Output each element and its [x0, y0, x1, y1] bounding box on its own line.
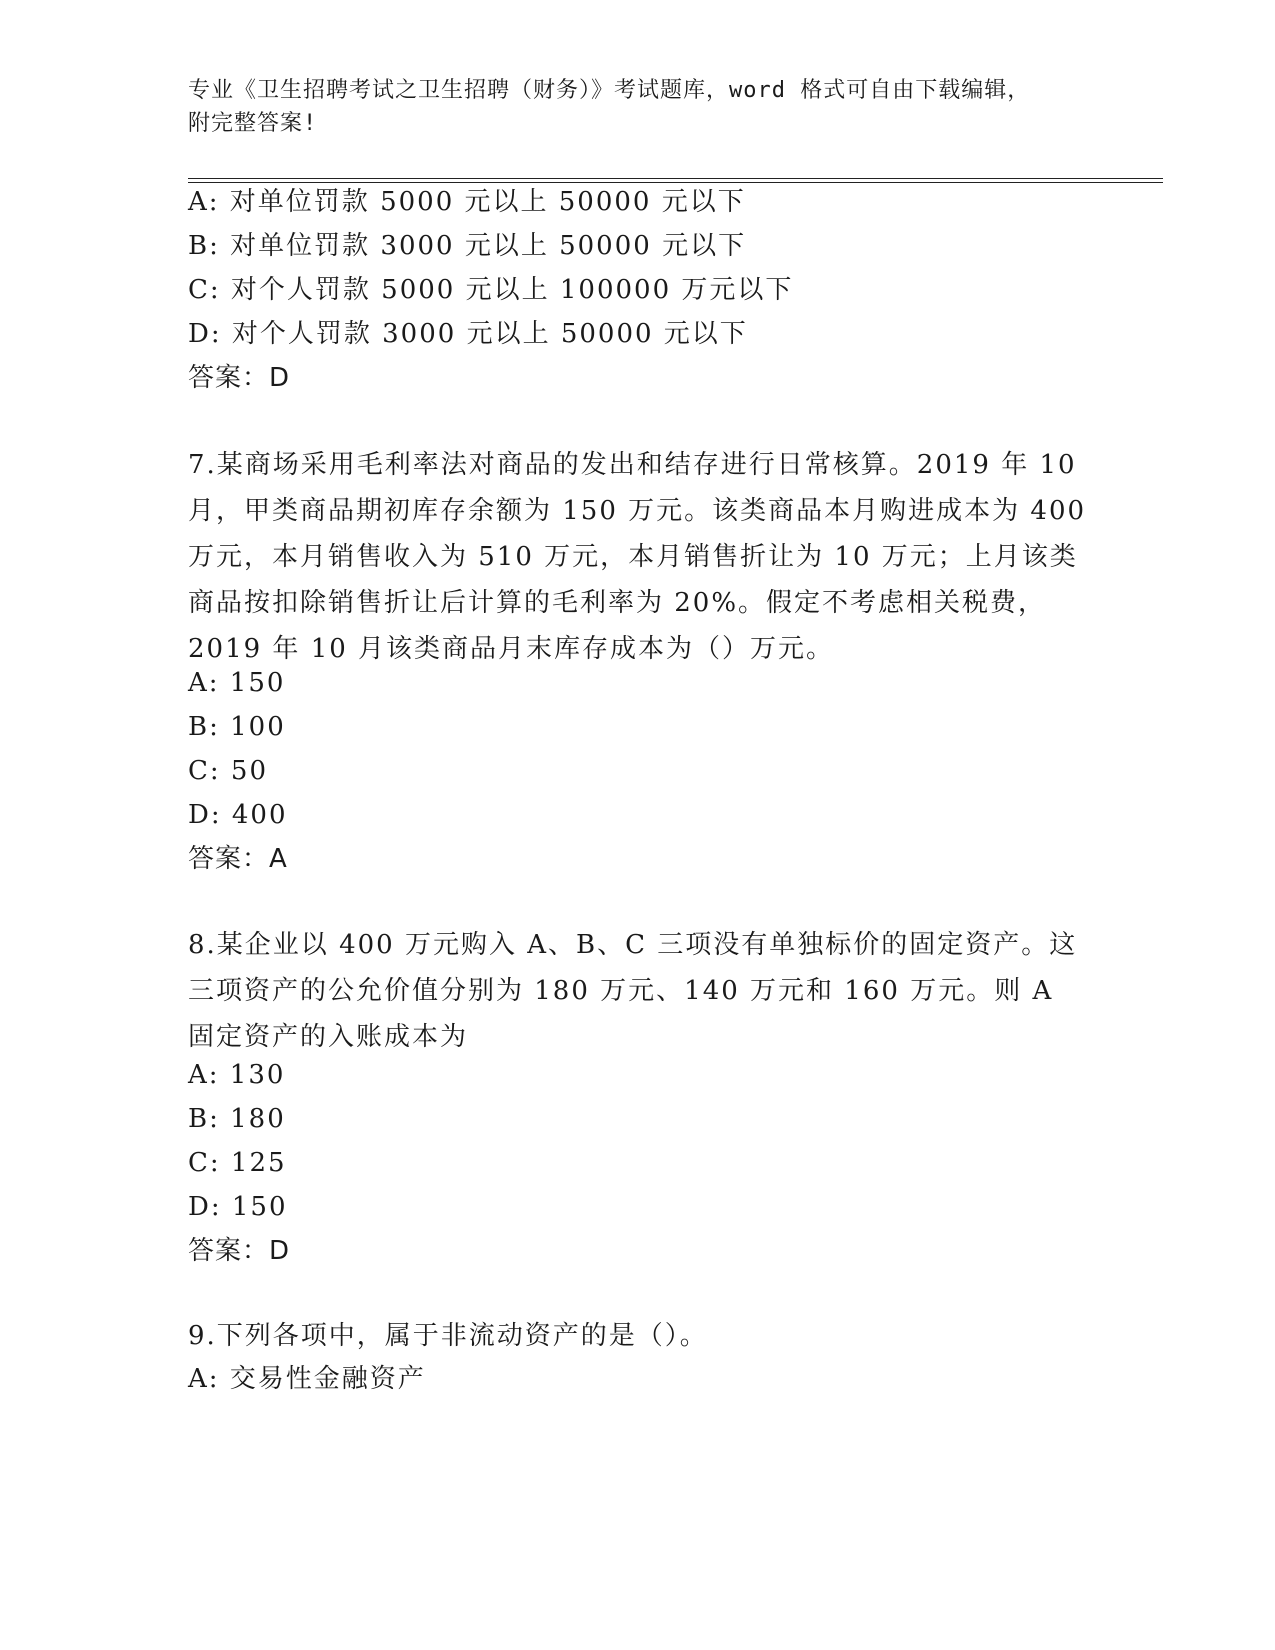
q7-option-d: D: 400 [188, 800, 288, 830]
q7-option-b: B: 100 [188, 712, 286, 742]
q7-option-a: A: 150 [188, 668, 286, 698]
document-page [188, 0, 1168, 1650]
question-9-stem: 9.下列各项中，属于非流动资产的是（）。 [188, 1321, 708, 1351]
question-8-stem: 8.某企业以 400 万元购入 A、B、C 三项没有单独标价的固定资产。这三项资产的公允价值分别为 180 万元、140 万元和 160 万元。则 A 固定资产的入账成本为 [188, 930, 1078, 1052]
header-divider [188, 178, 1163, 183]
q7-option-c: C: 50 [188, 756, 269, 786]
q8-option-a: A: 130 [188, 1060, 286, 1090]
q7-answer: 答案：A [188, 844, 288, 874]
q8-option-d: D: 150 [188, 1192, 288, 1222]
q8-answer: 答案：D [188, 1236, 291, 1266]
q8-option-c: C: 125 [188, 1148, 287, 1178]
document-header: 专业《卫生招聘考试之卫生招聘（财务）》考试题库，word 格式可自由下载编辑，附完整答案! [188, 78, 1031, 136]
question-7-stem: 7.某商场采用毛利率法对商品的发出和结存进行日常核算。2019 年 10 月，甲类商品期初库存余额为 150 万元。该类商品本月购进成本为 400 万元，本月销售收入为 510 万元，本月销售折让为 10 万元；上月该类商品按扣除销售折让后计算的毛利率为 20%。假定不考虑相关税费，2019 年 10 月该类商品月末库存成本为（）万元。 [188, 450, 1087, 664]
option-b: B: 对单位罚款 3000 元以上 50000 元以下 [188, 231, 747, 261]
option-d: D: 对个人罚款 3000 元以上 50000 元以下 [188, 319, 748, 349]
option-a: A: 对单位罚款 5000 元以上 50000 元以下 [188, 187, 746, 217]
answer-line: 答案：D [188, 363, 291, 393]
option-c: C: 对个人罚款 5000 元以上 100000 万元以下 [188, 275, 794, 305]
q9-option-a: A: 交易性金融资产 [188, 1364, 426, 1394]
q8-option-b: B: 180 [188, 1104, 286, 1134]
